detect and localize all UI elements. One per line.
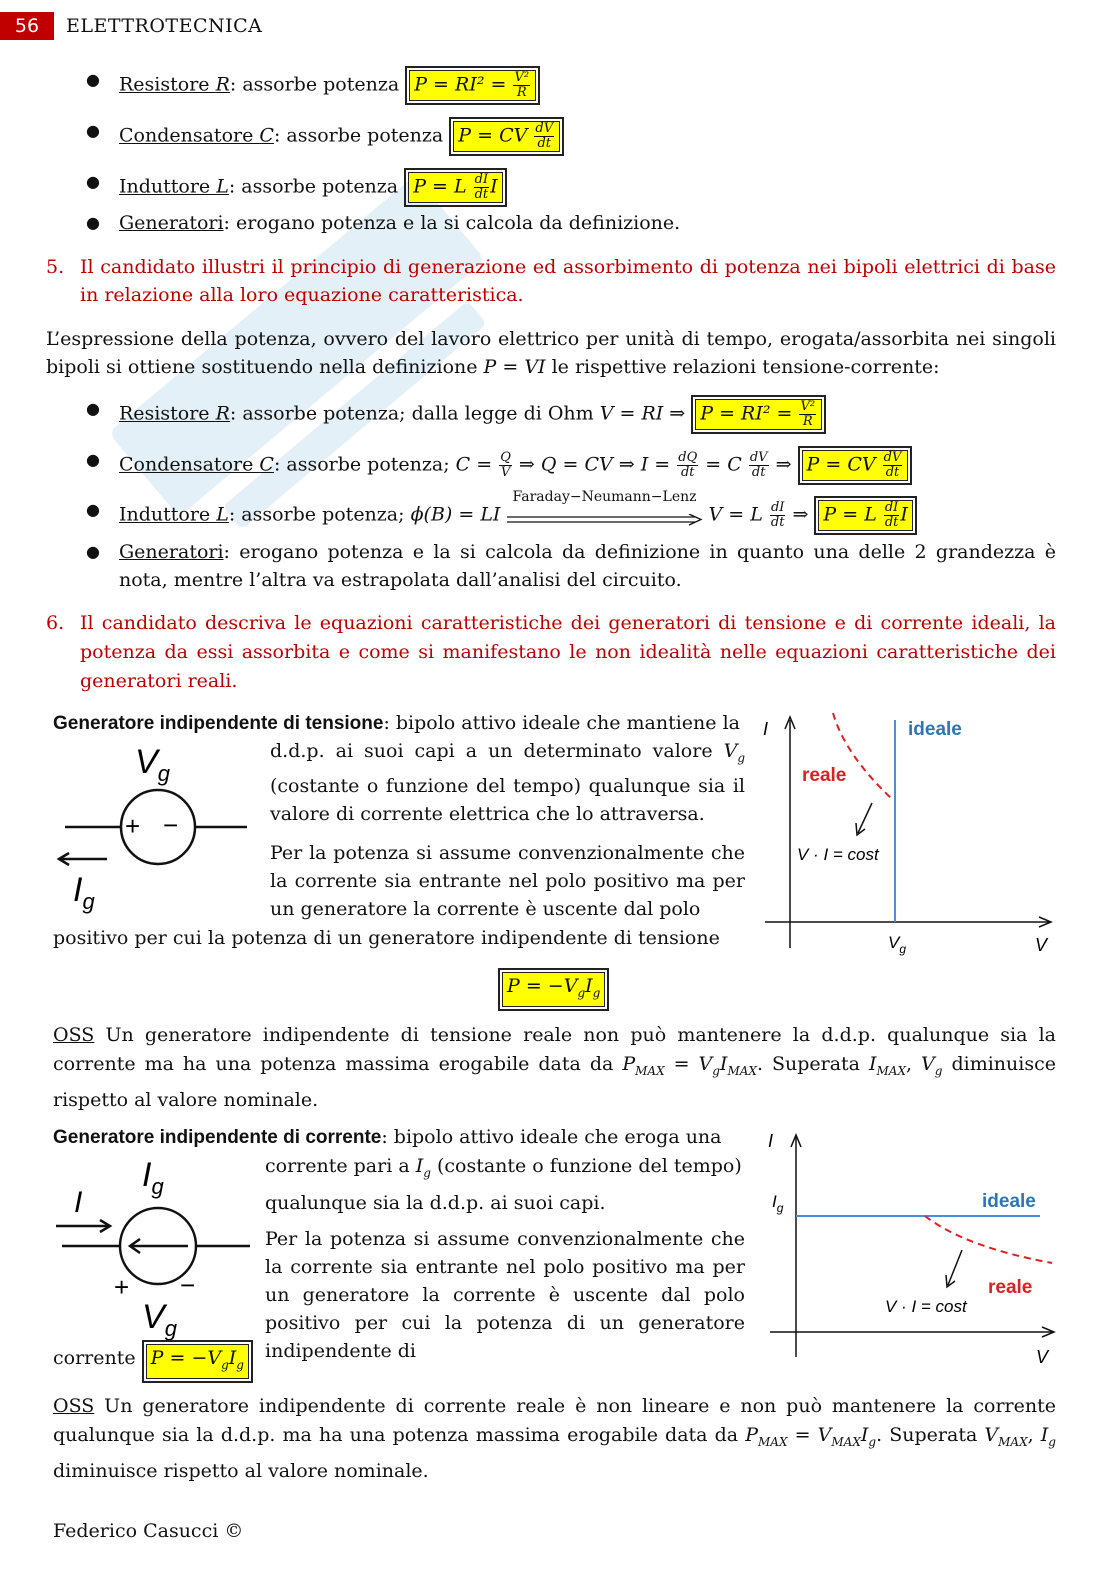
current-gen-text-2b: corrente $P = -V_gI_g$ <box>53 1340 253 1383</box>
svg-text:I: I <box>763 719 769 739</box>
symbol-vg-label: $V_g$ <box>142 1298 177 1340</box>
current-gen-text-1b: corrente pari a $I_g$ (costante o funzione del tempo) qualunque sia la d.d.p. ai suoi capi. <box>265 1155 742 1214</box>
svg-text:+: + <box>125 811 141 841</box>
current-source-symbol <box>52 1150 257 1340</box>
svg-text:Ig: $I_g$ <box>772 1192 784 1215</box>
svg-text:I: I <box>768 1131 774 1151</box>
current-gen-graph <box>760 1125 1060 1370</box>
footer-author: Federico Casucci © <box>53 1520 244 1542</box>
svg-text:V: V <box>1036 1347 1049 1367</box>
voltage-gen-text-1b: d.d.p. ai suoi capi a un determinato valore $V_g$ (costante o funzione del tempo) qualunque sia il valore di corrente elettrica che lo attraversa. <box>270 740 745 825</box>
question-5-text: Il candidato illustri il principio di generazione ed assorbimento di potenza nei bipoli elettrici di base in relazione alla loro equazione caratteristica. <box>80 256 1056 306</box>
voltage-power-formula: $P = -V_gI_g$ <box>498 968 609 1011</box>
question-6-text: Il candidato descriva le equazioni caratteristiche dei generatori di tensione e di corrente ideali, la potenza da essi assorbita e come si manifestano le non idealità nelle equazioni caratteristiche dei generatori reali. <box>80 612 1056 692</box>
voltage-gen-text-2: Per la potenza si assume convenzionalmente che la corrente sia entrante nel polo positivo ma per un generatore la corrente è uscente dal polo <box>270 842 745 920</box>
svg-text:Vg: $V_g$ <box>888 933 907 956</box>
voltage-source-symbol <box>55 735 255 915</box>
term-resistore: Resistore R <box>119 73 230 96</box>
graph-real-label: reale <box>988 1277 1033 1298</box>
graph-ideal-label: ideale <box>982 1191 1036 1212</box>
voltage-oss: OSS Un generatore indipendente di tensione reale non può mantenere la d.d.p. qualunque sia la corrente ma ha una potenza massima erogabile data da $P_{MAX} = V_gI_{MAX}$. Superata $I_{MAX}$, $V_g$ diminuisce rispetto al valore nominale. <box>53 1024 1056 1111</box>
paragraph-5: L’espressione della potenza, ovvero del lavoro elettrico per unità di tempo, erogata/assorbita nei singoli bipoli si ottiene sostituendo nella definizione P = VI le rispettive relazioni tensione-corrente: <box>46 328 1056 378</box>
current-gen-text-1: Generatore indipendente di corrente: bipolo attivo ideale che eroga una <box>53 1126 722 1148</box>
voltage-gen-text-1: Generatore indipendente di tensione: bipolo attivo ideale che mantiene la <box>53 712 740 734</box>
graph-ideal-label: ideale <box>908 719 962 740</box>
symbol-ig-label: $I_g$ <box>73 871 95 914</box>
current-gen-text-2: Per la potenza si assume convenzionalmente che la corrente sia entrante nel polo positivo ma per un generatore la corrente è uscente dal polo positivo per cui la potenza di un generatore indipendente di <box>265 1228 745 1362</box>
svg-text:V · I = cost: V · I = cost <box>885 1297 967 1316</box>
voltage-gen-graph <box>755 705 1055 960</box>
graph-real-label: reale <box>802 765 847 786</box>
question-6-number: 6. <box>46 612 65 634</box>
faraday-arrow <box>507 514 703 526</box>
svg-text:−: − <box>163 810 179 840</box>
svg-text:−: − <box>180 1270 196 1300</box>
symbol-i-label: I <box>74 1186 83 1219</box>
svg-text:V: V <box>1035 935 1048 955</box>
question-5-number: 5. <box>46 256 65 278</box>
header-title: ELETTROTECNICA <box>66 15 263 37</box>
svg-text:+: + <box>114 1272 130 1302</box>
svg-text:V · I = cost: V · I = cost <box>797 845 879 864</box>
voltage-gen-text-2b: positivo per cui la potenza di un generatore indipendente di tensione <box>53 927 720 949</box>
current-oss: OSS Un generatore indipendente di corrente reale è non lineare e non può mantenere la corrente qualunque sia la d.d.p. ma ha una potenza massima erogabile data da $P_{MAX} = V_{MAX}I_g$. Superata $V_{MAX}$, $I_g$ diminuisce rispetto al valore nominale. <box>53 1395 1056 1482</box>
page-number-badge: 56 <box>0 12 54 40</box>
symbol-vg-label: $V_g$ <box>135 743 170 786</box>
symbol-ig-label: $I_g$ <box>142 1156 164 1199</box>
